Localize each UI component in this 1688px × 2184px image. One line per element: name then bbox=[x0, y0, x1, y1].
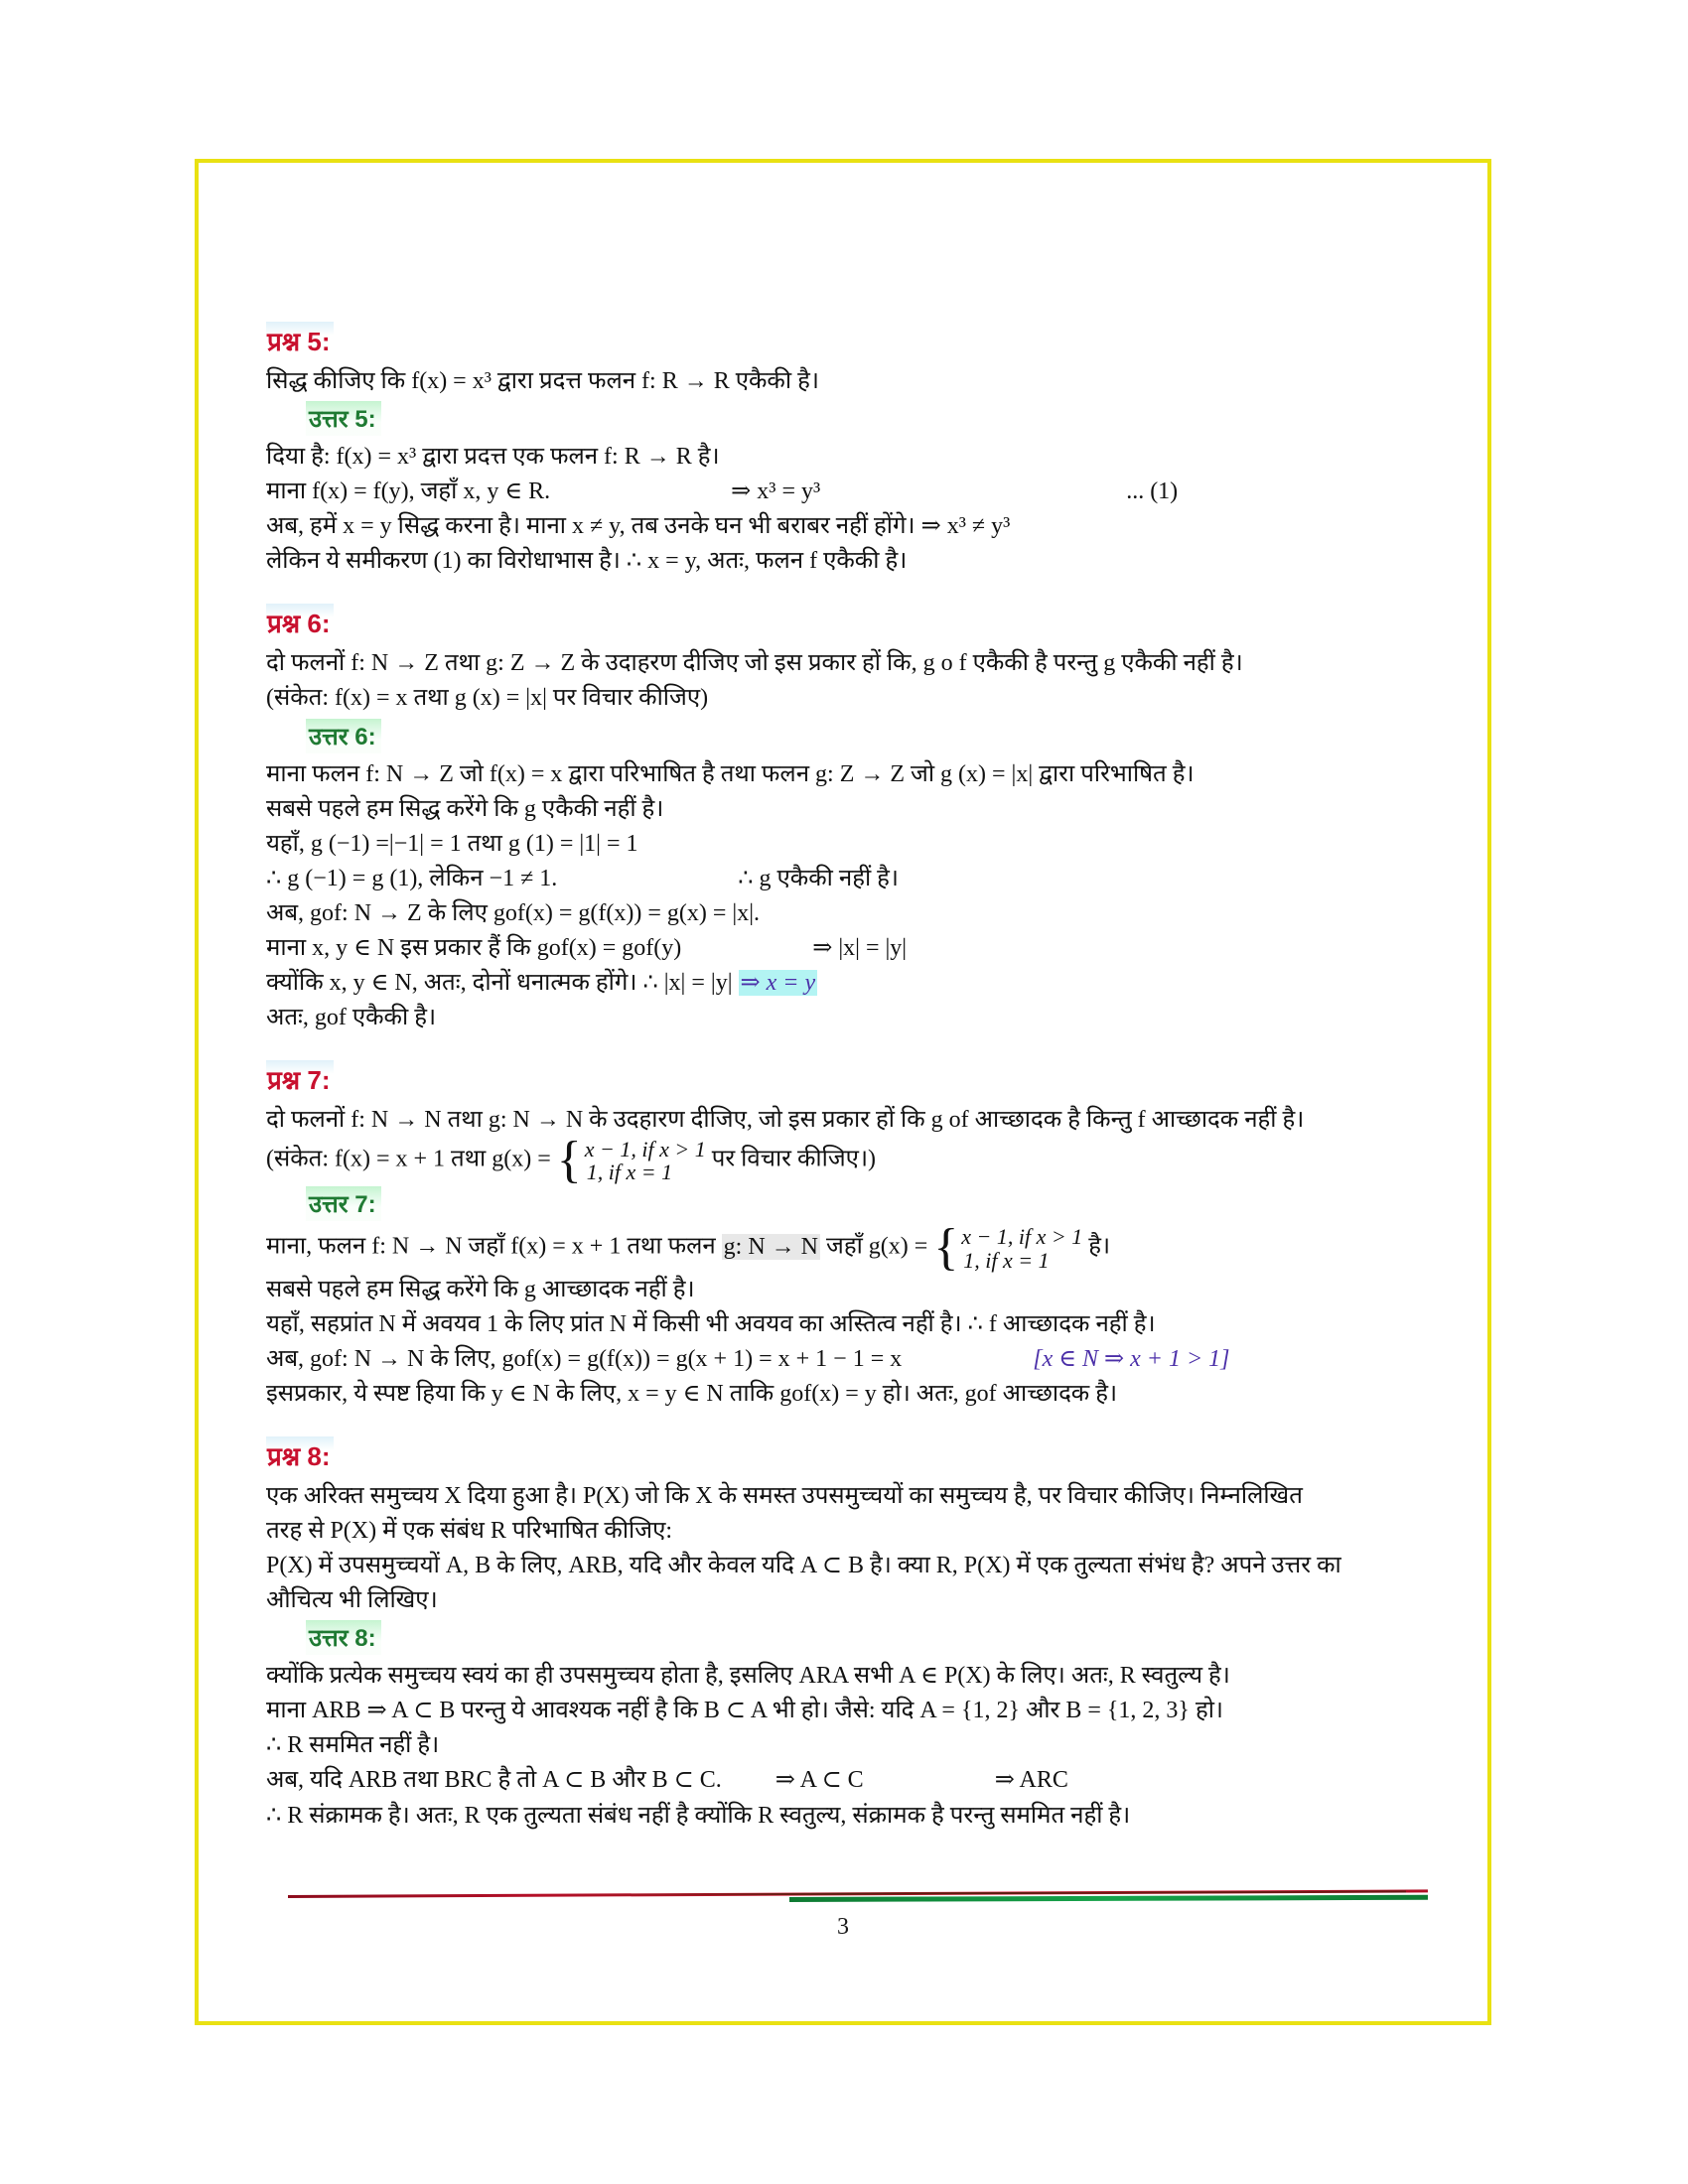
question-6-heading-row bbox=[258, 604, 1428, 646]
answer-7-piecewise bbox=[933, 1219, 1083, 1277]
answer-8-line-4 bbox=[266, 1763, 1428, 1797]
left-brace-icon: { bbox=[933, 1219, 959, 1277]
answer-6-line-6-right: ⇒ |x| = |y| bbox=[812, 934, 908, 961]
answer-8-heading: उत्तर 8: bbox=[306, 1620, 381, 1655]
answer-7-side-note: [x ∈ N ⇒ x + 1 > 1] bbox=[1033, 1345, 1230, 1372]
question-8-line-2: तरह से P(X) में एक संबंध R परिभाषित कीजिए: bbox=[266, 1518, 673, 1545]
question-7-line-2 bbox=[266, 1132, 1428, 1189]
page-frame bbox=[195, 159, 1491, 2025]
answer-8-line-4-left: अब, यदि ARB तथा BRC है तो A ⊂ B और B ⊂ C. bbox=[266, 1767, 722, 1794]
answer-6-line-8: अतः, gof एकैकी है। bbox=[266, 1005, 437, 1031]
answer-5-line-4: लेकिन ये समीकरण (1) का विरोधाभास है। ∴ x = y, अतः, फलन f एकैकी है। bbox=[266, 548, 908, 575]
answer-7-piece-row-2: 1, if x = 1 bbox=[963, 1247, 1050, 1273]
answer-7-heading: उत्तर 7: bbox=[306, 1186, 381, 1221]
question-8-line-3: P(X) में उपसमुच्चयों A, B के लिए, ARB, यदि और केवल यदि A ⊂ B है। क्या R, P(X) में एक तुल्यता संभंध है? अपने उत्तर का bbox=[266, 1553, 1341, 1579]
answer-6-line-3: यहाँ, g (−1) =|−1| = 1 तथा g (1) = |1| = 1 bbox=[266, 830, 638, 857]
answer-7-line-1-prefix: माना, फलन f: N → N जहाँ f(x) = x + 1 तथा फलन bbox=[266, 1234, 716, 1261]
solutions-content bbox=[228, 322, 1428, 1833]
answer-6-line-4-left: ∴ g (−1) = g (1), लेकिन −1 ≠ 1. bbox=[266, 865, 558, 891]
answer-5-line-3: अब, हमें x = y सिद्ध करना है। माना x ≠ y, तब उनके घन भी बराबर नहीं होंगे। ⇒ x³ ≠ y³ bbox=[266, 513, 1011, 540]
answer-5-line-1: दिया है: f(x) = x³ द्वारा प्रदत्त एक फलन f: R → R है। bbox=[266, 444, 720, 471]
question-8-heading-row bbox=[258, 1436, 1428, 1479]
answer-6-line-1: माना फलन f: N → Z जो f(x) = x द्वारा परिभाषित है तथा फलन g: Z → Z जो g (x) = |x| द्वारा परिभाषित है। bbox=[266, 760, 1195, 787]
answer-6-line-7 bbox=[266, 966, 1428, 1000]
answer-7-line-1 bbox=[266, 1219, 1428, 1277]
page-footer bbox=[199, 1872, 1487, 2021]
question-7-heading: प्रश्न 7: bbox=[266, 1060, 334, 1097]
question-6-line-1: दो फलनों f: N → Z तथा g: Z → Z के उदाहरण दीजिए जो इस प्रकार हों कि, g o f एकैकी है परन्तु g एकैकी नहीं है। bbox=[266, 650, 1243, 677]
question-7-line-1: दो फलनों f: N → N तथा g: N → N के उदहारण दीजिए, जो इस प्रकार हों कि g of आच्छादक है किन्तु f आच्छादक नहीं है। bbox=[266, 1107, 1305, 1134]
question-block-6 bbox=[258, 604, 1428, 1034]
question-8-line-4: औचित्य भी लिखिए। bbox=[266, 1587, 438, 1614]
footer-rule-green bbox=[789, 1895, 1428, 1902]
answer-6-line-2: सबसे पहले हम सिद्ध करेंगे कि g एकैकी नहीं है। bbox=[266, 795, 664, 822]
question-block-8 bbox=[258, 1436, 1428, 1833]
answer-6-highlight-conclusion: ⇒ x = y bbox=[740, 970, 816, 997]
answer-8-line-1: क्योंकि प्रत्येक समुच्चय स्वयं का ही उपसमुच्चय होता है, इसलिए ARA सभी A ∈ P(X) के लिए। अतः, R स्वतुल्य है। bbox=[266, 1663, 1230, 1690]
answer-8-line-4-right: ⇒ ARC bbox=[994, 1767, 1068, 1794]
answer-8-line-5: ∴ R संक्रामक है। अतः, R एक तुल्यता संबंध नहीं है क्योंकि R स्वतुल्य, संक्रामक है परन्तु सममित नहीं है। bbox=[266, 1802, 1131, 1829]
answer-7-line-4-left: अब, gof: N → N के लिए, gof(x) = g(f(x)) = g(x + 1) = x + 1 − 1 = x bbox=[266, 1345, 903, 1372]
answer-5-line-2-mid: ⇒ x³ = y³ bbox=[731, 478, 821, 505]
answer-8-heading-row bbox=[258, 1618, 1428, 1659]
answer-6-line-6 bbox=[266, 931, 1428, 965]
page-content-area bbox=[199, 163, 1487, 2021]
question-7-piecewise bbox=[556, 1132, 706, 1189]
answer-7-line-4 bbox=[266, 1342, 1428, 1376]
question-8-heading: प्रश्न 8: bbox=[266, 1436, 334, 1473]
answer-6-line-5: अब, gof: N → Z के लिए gof(x) = g(f(x)) = g(x) = |x|. bbox=[266, 899, 761, 926]
question-5-heading: प्रश्न 5: bbox=[266, 322, 334, 358]
question-8-line-1: एक अरिक्त समुच्चय X दिया हुआ है। P(X) जो कि X के समस्त उपसमुच्चयों का समुच्चय है, पर विचार कीजिए। निम्नलिखित bbox=[266, 1482, 1303, 1509]
answer-7-line-2: सबसे पहले हम सिद्ध करेंगे कि g आच्छादक नहीं है। bbox=[266, 1276, 695, 1302]
answer-7-line-1-suffix: है। bbox=[1088, 1234, 1111, 1261]
answer-7-heading-row bbox=[258, 1184, 1428, 1225]
answer-6-line-7-text: क्योंकि x, y ∈ N, अतः, दोनों धनात्मक होंगे। ∴ |x| = |y| bbox=[266, 970, 733, 997]
question-6-heading: प्रश्न 6: bbox=[266, 604, 334, 640]
answer-7-piece-row-1: x − 1, if x > 1 bbox=[961, 1224, 1083, 1250]
page-number: 3 bbox=[837, 1914, 849, 1940]
question-5-heading-row bbox=[258, 322, 1428, 364]
question-block-7 bbox=[258, 1060, 1428, 1411]
question-7-heading-row bbox=[258, 1060, 1428, 1103]
answer-7-highlight-g-map: g: N → N bbox=[723, 1234, 819, 1261]
answer-7-line-5: इसप्रकार, ये स्पष्ट हिया कि y ∈ N के लिए, x = y ∈ N ताकि gof(x) = y हो। अतः, gof आच्छादक है। bbox=[266, 1380, 1118, 1407]
answer-5-heading-row bbox=[258, 399, 1428, 440]
answer-8-line-4-mid: ⇒ A ⊂ C bbox=[774, 1767, 864, 1794]
answer-5-eq-ref: ... (1) bbox=[1126, 478, 1179, 505]
question-6-line-2: (संकेत: f(x) = x तथा g (x) = |x| पर विचार कीजिए) bbox=[266, 685, 709, 712]
left-brace-icon: { bbox=[556, 1132, 582, 1189]
question-7-piece-row-2: 1, if x = 1 bbox=[586, 1160, 673, 1185]
answer-5-line-2 bbox=[266, 475, 1428, 508]
answer-8-line-3: ∴ R सममित नहीं है। bbox=[266, 1732, 440, 1759]
question-5-text: सिद्ध कीजिए कि f(x) = x³ द्वारा प्रदत्त फलन f: R → R एकैकी है। bbox=[266, 368, 819, 394]
answer-6-heading: उत्तर 6: bbox=[306, 719, 381, 753]
answer-5-heading: उत्तर 5: bbox=[306, 401, 381, 436]
answer-6-heading-row bbox=[258, 717, 1428, 757]
answer-7-line-3: यहाँ, सहप्रांत N में अवयव 1 के लिए प्रांत N में किसी भी अवयव का अस्तित्व नहीं है। ∴ f आच्छादक नहीं है। bbox=[266, 1310, 1156, 1337]
answer-8-line-2: माना ARB ⇒ A ⊂ B परन्तु ये आवश्यक नहीं है कि B ⊂ A भी हो। जैसे: यदि A = {1, 2} और B = {1, 2, 3} हो। bbox=[266, 1698, 1224, 1724]
footer-decorative-rule bbox=[288, 1890, 1428, 1904]
question-7-hint-prefix: (संकेत: f(x) = x + 1 तथा g(x) = bbox=[266, 1146, 551, 1172]
answer-7-line-1-mid: जहाँ g(x) = bbox=[826, 1234, 928, 1261]
question-block-5 bbox=[258, 322, 1428, 578]
answer-6-line-4-right: ∴ g एकैकी नहीं है। bbox=[738, 865, 900, 891]
question-7-hint-suffix: पर विचार कीजिए।) bbox=[711, 1146, 877, 1172]
answer-6-line-4 bbox=[266, 862, 1428, 895]
question-7-piece-row-1: x − 1, if x > 1 bbox=[584, 1137, 706, 1162]
answer-6-line-6-left: माना x, y ∈ N इस प्रकार हैं कि gof(x) = gof(y) bbox=[266, 934, 682, 961]
answer-5-line-2-left: माना f(x) = f(y), जहाँ x, y ∈ R. bbox=[266, 478, 551, 505]
